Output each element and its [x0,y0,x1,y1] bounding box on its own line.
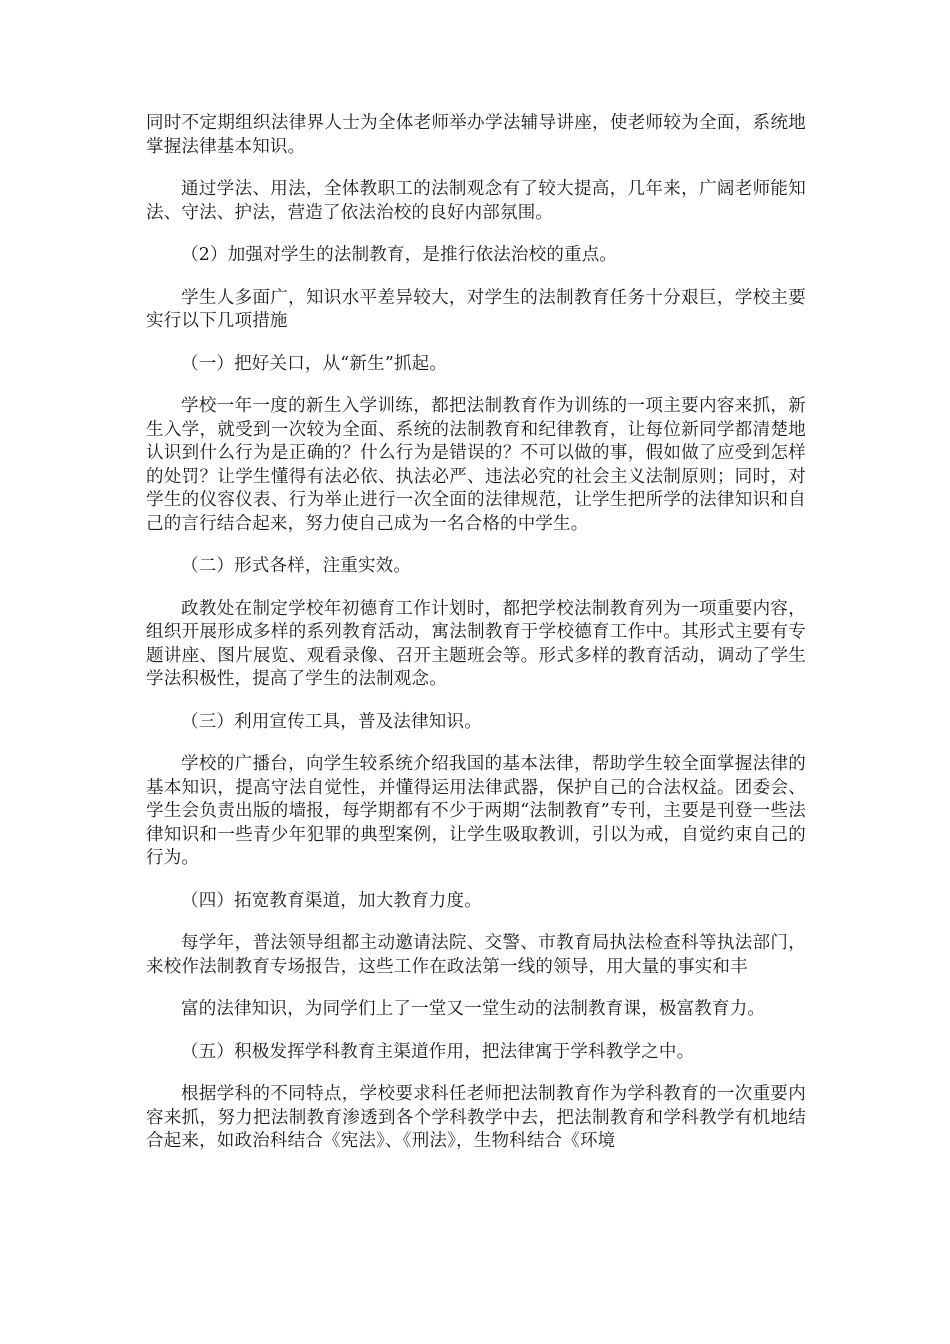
paragraph: 学校一年一度的新生入学训练，都把法制教育作为训练的一项主要内容来抓，新生入学，就受到一次较为全面、系统的法制教育和纪律教育，让每位新同学都清楚地认识到什么行为是正确的？什么行为是错误的？不可以做的事，假如做了应受到怎样的处罚？让学生懂得有法必依、执法必严、违法必究的社会主义法制原则；同时，对学生的仪容仪表、行为举止进行一次全面的法律规范，让学生把所学的法律知识和自己的言行结合起来，努力使自己成为一名合格的中学生。 [146,396,806,534]
document-page [146,112,806,1173]
subsection-heading: （四）拓宽教育渠道，加大教育力度。 [181,890,482,911]
subsection-heading: （五）积极发挥学科教育主渠道作用，把法律寓于学科教学之中。 [181,1041,695,1062]
subsection-heading: （二）形式各样，注重实效。 [181,556,412,576]
paragraph: 富的法律知识，为同学们上了一堂又一堂生动的法制教育课，极富教育力。 [181,999,766,1019]
subsection-heading: （三）利用宣传工具，普及法律知识。 [181,711,482,732]
paragraph: 学校的广播台，向学生较系统介绍我国的基本法律，帮助学生较全面掌握法律的基本知识，提高守法自觉性，并懂得运用法律武器，保护自己的合法权益。团委会、学生会负责出版的墙报，每学期都有不少于两期“法制教育”专刊，主要是刊登一些法律知识和一些青少年犯罪的典型案例，让学生吸取教训，引以为戒，自觉约束自己的行为。 [146,754,806,868]
subsection-heading: （一）把好关口，从“新生”抓起。 [181,353,448,374]
paragraph: 通过学法、用法，全体教职工的法制观念有了较大提高，几年来，广阔老师能知法、守法、护法，营造了依法治校的良好内部氛围。 [146,179,806,223]
section-heading: （2）加强对学生的法制教育，是推行依法治校的重点。 [181,245,618,265]
paragraph: 政教处在制定学校年初德育工作计划时，都把学校法制教育列为一项重要内容，组织开展形成多样的系列教育活动，寓法制教育于学校德育工作中。其形式主要有专题讲座、图片展览、观看录像、召开主题班会等。形式多样的教育活动，调动了学生学法积极性，提高了学生的法制观念。 [146,598,806,689]
paragraph: 同时不定期组织法律界人士为全体老师举办学法辅导讲座，使老师较为全面，系统地掌握法律基本知识。 [146,113,806,157]
paragraph: 每学年，普法领导组都主动邀请法院、交警、市教育局执法检查科等执法部门，来校作法制教育专场报告，这些工作在政法第一线的领导，用大量的事实和丰 [146,933,806,977]
paragraph: 根据学科的不同特点，学校要求科任老师把法制教育作为学科教育的一次重要内容来抓，努力把法制教育渗透到各个学科教学中去，把法制教育和学科教学有机地结合起来，如政治科结合《宪法》、《刑法》，生物科结合《环境 [146,1084,806,1151]
paragraph: 学生人多面广，知识水平差异较大，对学生的法制教育任务十分艰巨，学校主要实行以下几项措施 [146,287,806,331]
